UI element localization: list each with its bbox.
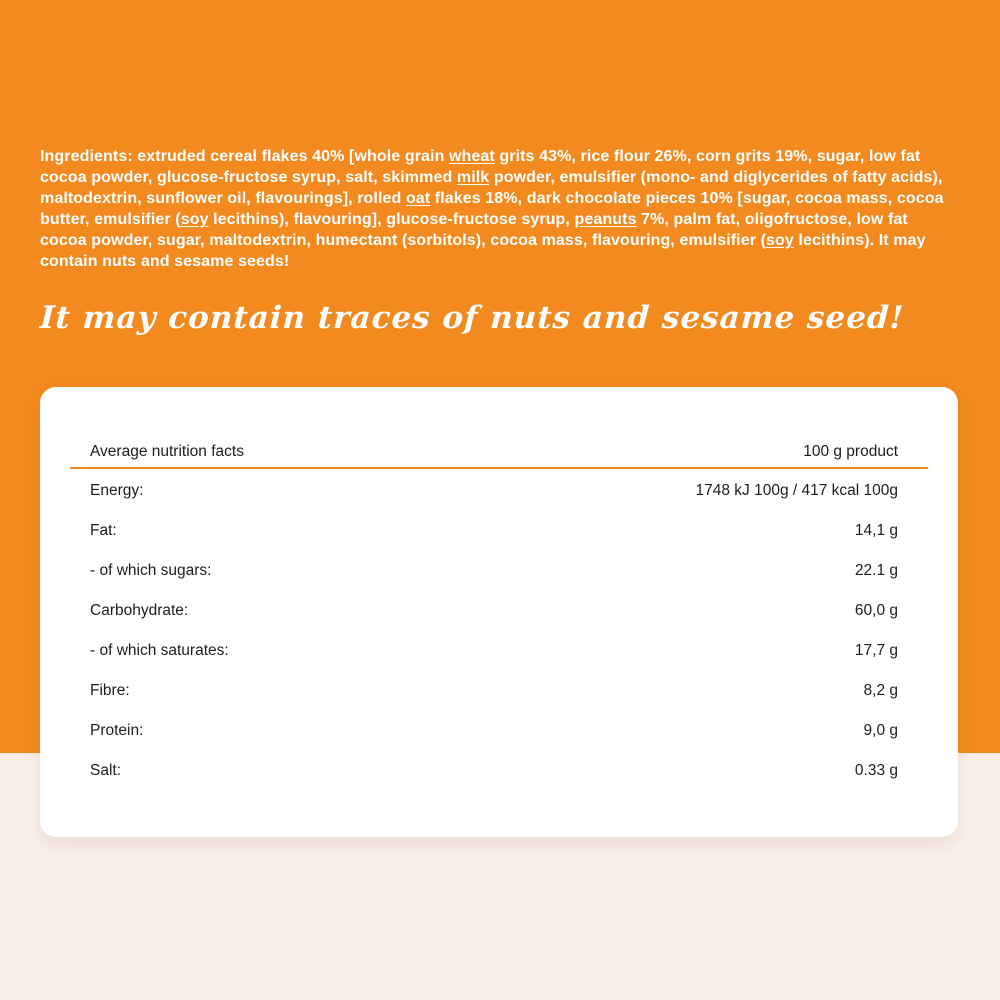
nutrition-table-header (40, 437, 958, 467)
nutrition-row-label: Fibre: (90, 682, 130, 699)
nutrition-row (40, 471, 958, 511)
nutrition-row-label: Carbohydrate: (90, 602, 189, 619)
nutrition-row-label: Protein: (90, 722, 144, 739)
nutrition-row-label: Fat: (90, 522, 117, 539)
nutrition-row-value: 60,0 g (854, 602, 898, 619)
nutrition-rows (40, 471, 958, 791)
allergen-note: It may contain traces of nuts and sesame seed! (39, 300, 906, 336)
allergen-term: oat (405, 190, 431, 207)
ingredients-text: 7%, palm fat, oligofructose, low fat cocoa powder, sugar, maltodextrin, humectant (sorbitols), cocoa mass, flavouring, emulsifier ( (40, 211, 908, 249)
allergen-term: wheat (449, 148, 495, 165)
allergen-term: soy (180, 211, 209, 228)
nutrition-row (40, 511, 958, 551)
nutrition-row (40, 551, 958, 591)
nutrition-row-label: Salt: (90, 762, 122, 779)
nutrition-row-label: Energy: (90, 482, 144, 499)
nutrition-row-value: 9,0 g (863, 722, 898, 739)
ingredients-text: Ingredients: extruded cereal flakes 40% [whole grain (40, 148, 449, 165)
nutrition-row-label: - of which saturates: (90, 642, 229, 659)
nutrition-row-value: 17,7 g (854, 642, 898, 659)
nutrition-row (40, 711, 958, 751)
nutrition-row-value: 22.1 g (854, 562, 898, 579)
nutrition-row-value: 14,1 g (854, 522, 898, 539)
allergen-term: peanuts (574, 211, 637, 228)
ingredients-text: grits 43%, rice flour 26%, corn grits 19%, sugar, low fat cocoa powder, glucose-fructose syrup, salt, skimmed (40, 148, 921, 186)
ingredients-text: powder, emulsifier (mono- and diglycerides of fatty acids), maltodextrin, sunflower oil, flavourings], rolled (40, 169, 943, 207)
header-divider (70, 467, 928, 469)
ingredients-text: lecithins), flavouring], glucose-fructose syrup, (208, 211, 575, 228)
nutrition-header-title: Average nutrition facts (90, 443, 244, 460)
nutrition-row-value: 0.33 g (854, 762, 898, 779)
nutrition-row-value: 8,2 g (863, 682, 898, 699)
nutrition-row (40, 631, 958, 671)
nutrition-facts-card (40, 387, 958, 837)
allergen-term: milk (456, 169, 490, 186)
nutrition-row-value: 1748 kJ 100g / 417 kcal 100g (695, 482, 898, 499)
ingredients-paragraph (40, 146, 952, 272)
nutrition-row-label: - of which sugars: (90, 562, 212, 579)
ingredients-text: lecithins). It may contain nuts and sesame seeds! (40, 232, 926, 270)
nutrition-header-unit: 100 g product (803, 443, 898, 460)
ingredients-text: flakes 18%, dark chocolate pieces 10% [sugar, cocoa mass, cocoa butter, emulsifier ( (40, 190, 944, 228)
nutrition-row (40, 751, 958, 791)
nutrition-row (40, 591, 958, 631)
allergen-term: soy (766, 232, 794, 249)
nutrition-row (40, 671, 958, 711)
